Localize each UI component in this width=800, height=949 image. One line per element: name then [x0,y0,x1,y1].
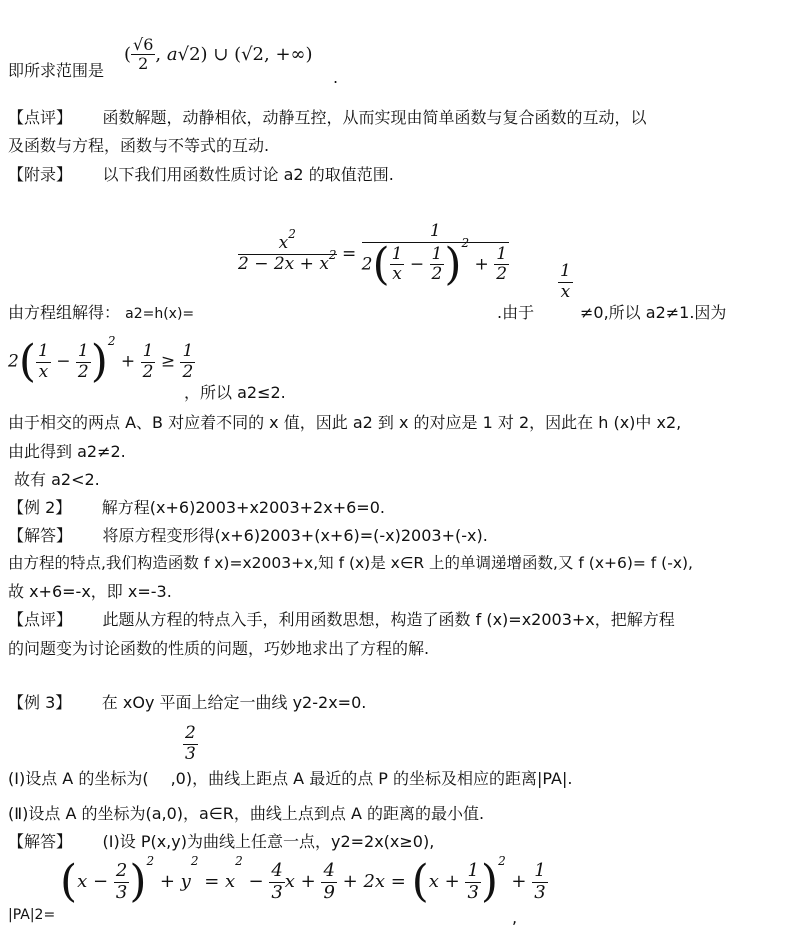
example-2-text: 解方程(x+6)2003+x2003+2x+6=0. [101,498,385,517]
answer-2-tag: 【解答】 [8,526,73,545]
answer-2 [8,523,488,546]
part-2: (Ⅱ)设点 A 的坐标为(a,0)，a∈R，曲线上点到点 A 的距离的最小值. [8,804,485,823]
solve-prefix: 由方程组解得： [8,303,121,322]
range-formula: ( $\frac{√6}{2}$ , a√2) ∪ (√2, +∞) [124,35,313,74]
example-3-tag: 【例 3】 [8,693,72,712]
intersection-text: 由于相交的两点 A、B 对应着不同的 x 值，因此 a2 到 x 的对应是 1 对 2，因此在 h (x)中 x2, [8,413,682,432]
answer-3-text: (Ⅰ)设 P(x,y)为曲线上任意一点，y2=2x(x≥0), [102,832,435,851]
conclusion-a2: 故有 a2<2. [14,470,100,489]
range-prefix: 即所求范围是 [8,61,105,80]
solution-x: 故 x+6=-x，即 x=-3. [8,582,172,601]
answer-3-tag: 【解答】 [8,832,73,851]
appendix-text: 以下我们用函数性质讨论 a2 的取值范围. [102,165,394,184]
construct-text: 由方程的特点,我们构造函数 f x)=x2003+x,知 f (x)是 x∈R 上的单调递增函数,又 f (x+6)= f (-x), [8,554,693,572]
comment-2-tag: 【点评】 [8,610,73,629]
example-2 [8,495,385,518]
answer-2-text: 将原方程变形得(x+6)2003+(x+6)=(-x)2003+(-x). [102,526,488,545]
inequality: 2( $\frac{1}{x}$ − $\frac{1}{2}$ )$^2$ + $\frac{1}{2}$ ≥ $\frac{1}{2}$ [8,334,194,387]
example-3-text: 在 xOy 平面上给定一曲线 y2-2x=0. [101,693,367,712]
since-text: .由于 [497,303,535,322]
range-dot: . [333,68,339,87]
one-over-x: $\frac{1}{x}$ [560,261,571,302]
comment-2 [8,607,675,630]
comment-2-cont: 的问题变为讨论函数的性质的问题，巧妙地求出了方程的解. [8,639,430,658]
pa-label: |PA|2= [8,907,56,923]
part-1 [8,766,572,789]
example-2-tag: 【例 2】 [8,498,72,517]
part-1-post: ,0)，曲线上距点 A 最近的点 P 的坐标及相应的距离|PA|. [170,769,573,788]
answer-3 [8,829,434,852]
inequality-tail: ，所以 a2≤2. [184,383,286,402]
comment-text: 函数解题，动静相依，动静互控，从而实现由简单函数与复合函数的互动，以 [102,108,647,127]
a2-label: a2=h(x)= [125,306,195,322]
pa-equation: (x − $\frac{2}{3}$ )$^2 + y^2 = x^2$ − $\frac{4}{3}$ x + $\frac{4}{9}$ + 2x = (x + $\frac{1}{3}$ )$^2$ + $\frac{1}{3}$ [60,854,546,907]
two-thirds: $\frac{2}{3}$ [185,723,196,764]
range-line [8,58,104,81]
comment-2-text: 此题从方程的特点入手，利用函数思想，构造了函数 f (x)=x2003+x，把解方程 [102,610,675,629]
result-a2-ne-2: 由此得到 a2≠2. [8,442,126,461]
comment-tag: 【点评】 [8,108,73,127]
equation-h: $\frac{x^2}{2 - 2x + x^2}$ = 1 2( $\frac{1}{x}$ − $\frac{1}{2}$ )$^2$ + $\frac{1}{2}$ [238,221,508,290]
solve-line [8,300,194,323]
example-3 [8,690,366,713]
comment-1 [8,105,647,128]
appendix-tag: 【附录】 [8,165,73,184]
pa-tail: , [512,908,518,927]
since-tail: ≠0,所以 a2≠1.因为 [580,303,727,322]
comment-1-cont: 及函数与方程，函数与不等式的互动. [8,136,270,155]
part-1-pre: (Ⅰ)设点 A 的坐标为( [8,769,149,788]
appendix [8,162,394,185]
